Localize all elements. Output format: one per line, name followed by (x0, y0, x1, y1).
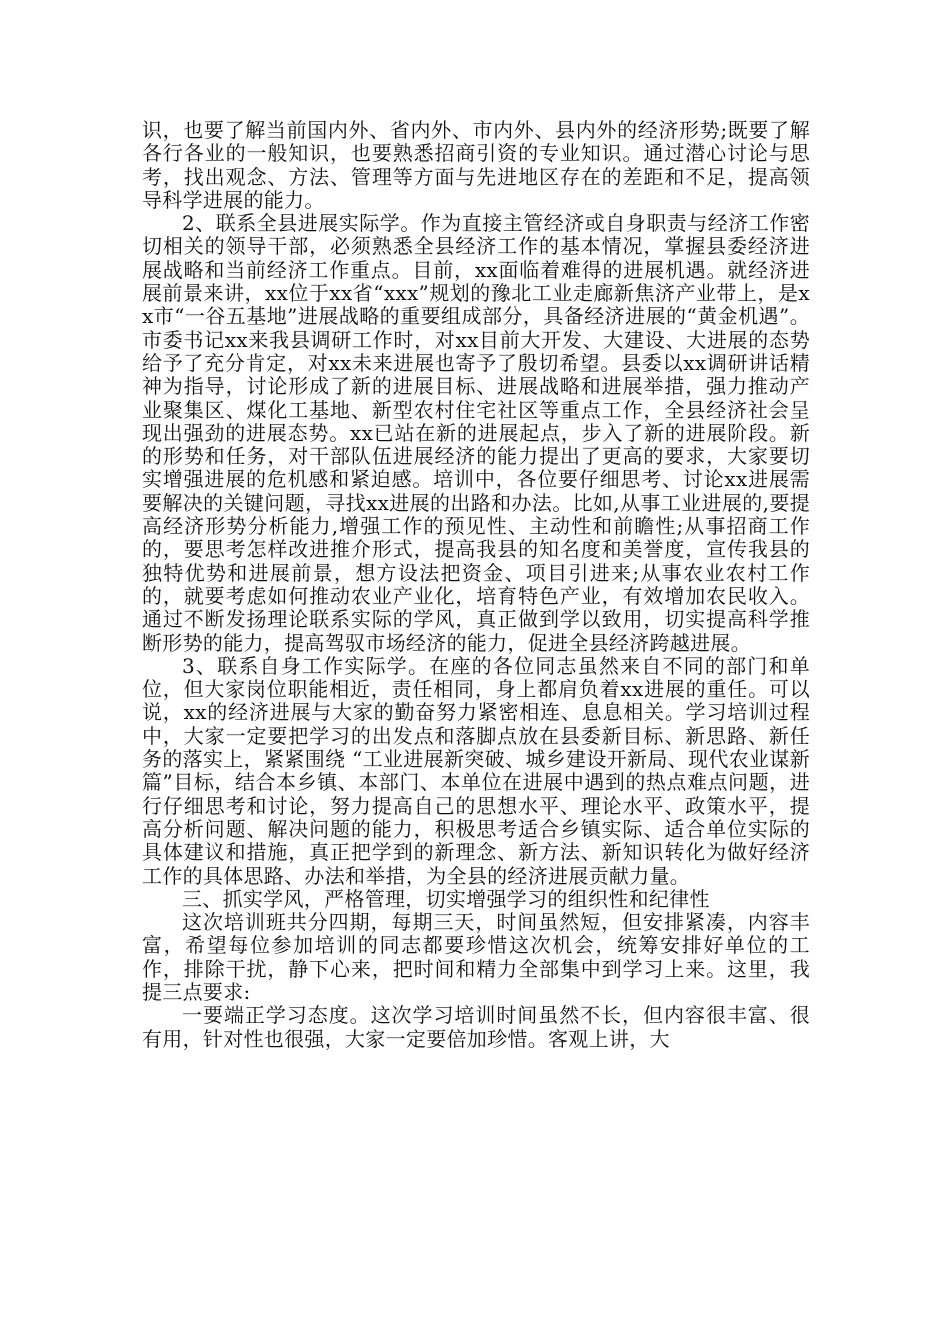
paragraph-county-development: 2、联系全县进展实际学。作为直接主管经济或自身职责与经济工作密切相关的领导干部，必须熟悉全县经济工作的基本情况，掌握县委经济进展战略和当前经济工作重点。目前，xx面临着难得的进展机遇。就经济进展前景来讲，xx位于xx省“xxx”规划的豫北工业走廊新焦济产业带上，是xx市“一谷五基地”进展战略的重要组成部分，具备经济进展的“黄金机遇”。市委书记xx来我县调研工作时，对xx目前大开发、大建设、大进展的态势给予了充分肯定，对xx未来进展也寄予了殷切希望。县委以xx调研讲话精神为指导，讨论形成了新的进展目标、进展战略和进展举措，强力推动产业聚集区、煤化工基地、新型农村住宅社区等重点工作，全县经济社会呈现出强劲的进展态势。xx已站在新的进展起点，步入了新的进展阶段。新的形势和任务，对干部队伍进展经济的能力提出了更高的要求，大家要切实增强进展的危机感和紧迫感。培训中，各位要仔细思考、讨论xx进展需要解决的关键问题，寻找xx进展的出路和办法。比如,从事工业进展的,要提高经济形势分析能力,增强工作的预见性、主动性和前瞻性;从事招商工作的，要思考怎样改进推介形式，提高我县的知名度和美誉度，宣传我县的独特优势和进展前景，想方设法把资金、项目引进来;从事农业农村工作的，就要考虑如何推动农业产业化，培育特色产业，有效增加农民收入。通过不断发扬理论联系实际的学风，真正做到学以致用，切实提高科学推断形势的能力，提高驾驭市场经济的能力，促进全县经济跨越进展。 (142, 211, 810, 655)
document-body (142, 119, 810, 1051)
paragraph-training-arrangement: 这次培训班共分四期，每期三天，时间虽然短，但安排紧凑，内容丰富，希望每位参加培训的同志都要珍惜这次机会，统筹安排好单位的工作，排除干扰，静下心来，把时间和精力全部集中到学习上来。这里，我提三点要求: (142, 910, 810, 1004)
paragraph-own-work: 3、联系自身工作实际学。在座的各位同志虽然来自不同的部门和单位，但大家岗位职能相近，责任相同，身上都肩负着xx进展的重任。可以说，xx的经济进展与大家的勤奋努力紧密相连、息息相关。学习培训过程中，大家一定要把学习的出发点和落脚点放在县委新目标、新思路、新任务的落实上，紧紧围绕 “工业进展新突破、城乡建设开新局、现代农业谋新篇”目标，结合本乡镇、本部门、本单位在进展中遇到的热点难点问题，进行仔细思考和讨论，努力提高自己的思想水平、理论水平、政策水平，提高分析问题、解决问题的能力，积极思考适合乡镇实际、适合单位实际的具体建议和措施，真正把学到的新理念、新方法、新知识转化为做好经济工作的具体思路、办法和举措，为全县的经济进展贡献力量。 (142, 653, 810, 888)
paragraph-study-attitude: 一要端正学习态度。这次学习培训时间虽然不长，但内容很丰富、很有用，针对性也很强，大家一定要倍加珍惜。客观上讲，大 (142, 1003, 810, 1051)
section-heading-study-style: 三、抓实学风，严格管理，切实增强学习的组织性和纪律性 (182, 886, 710, 911)
paragraph-continuation: 识，也要了解当前国内外、省内外、市内外、县内外的经济形势;既要了解各行各业的一般知识，也要熟悉招商引资的专业知识。通过潜心讨论与思考，找出观念、方法、管理等方面与先进地区存在的差距和不足，提高领导科学进展的能力。 (142, 118, 810, 212)
